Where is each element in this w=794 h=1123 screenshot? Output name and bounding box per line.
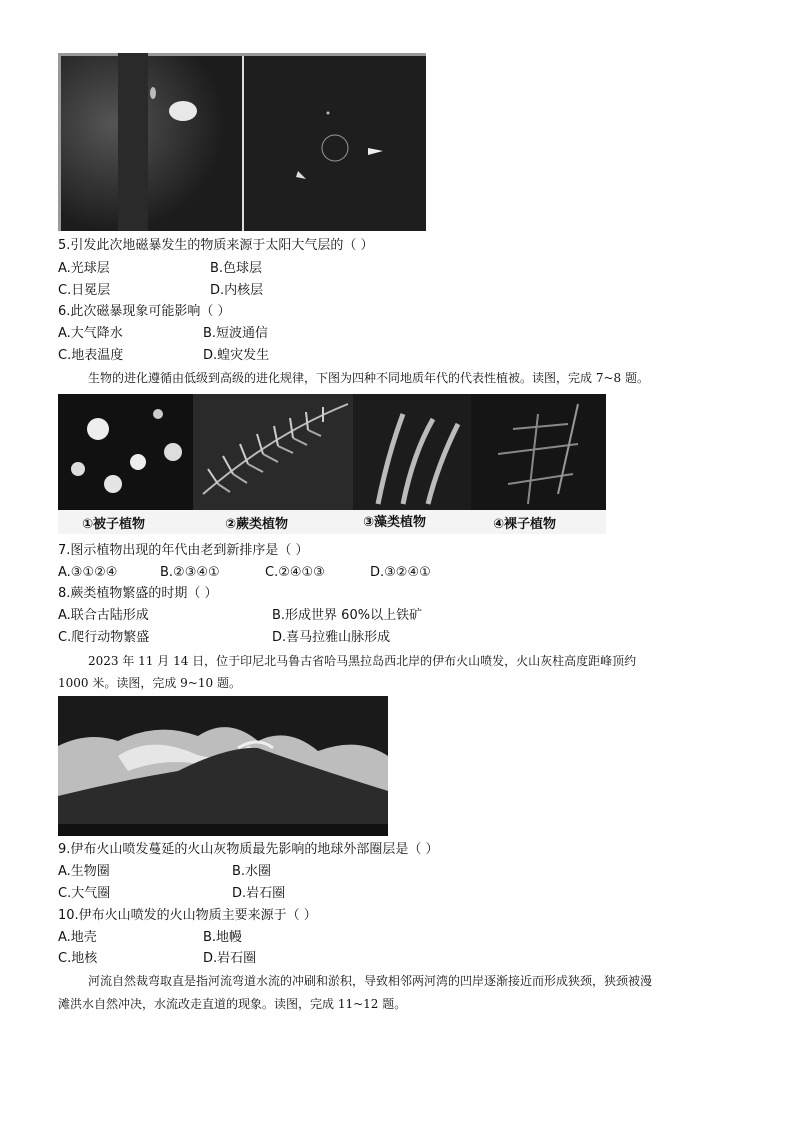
question-6-option-c[interactable]: C.地表温度 [58,348,124,363]
question-5-option-c[interactable]: C.日冕层 [58,283,111,298]
plants-photo [58,394,606,510]
sun-photo [58,53,426,231]
intro-7-8: 生物的进化遵循由低级到高级的进化规律，下图为四种不同地质年代的代表性植被。读图，完成 7~8 题。 [88,371,649,385]
plant-label-4: ④裸子植物 [493,517,557,532]
plants-figure [58,394,606,534]
intro-11-12-line-1: 河流自然裁弯取直是指河流弯道水流的冲刷和淤积，导致相邻两河湾的凹岸逐渐接近而形成狭颈，狭颈被漫 [88,974,653,988]
volcano-photo-graphic [58,696,388,836]
question-5-option-d[interactable]: D.内核层 [210,283,264,298]
question-5-stem: 5.引发此次地磁暴发生的物质来源于太阳大气层的（ ） [58,238,374,253]
plant-label-2: ②蕨类植物 [225,517,289,532]
intro-11-12-line-2: 滩洪水自然冲决，水流改走直道的现象。读图，完成 11~12 题。 [58,997,407,1011]
question-8-option-b[interactable]: B.形成世界 60%以上铁矿 [272,608,423,623]
question-8-option-c[interactable]: C.爬行动物繁盛 [58,630,150,645]
plant-label-3: ③藻类植物 [363,515,427,530]
question-9-option-c[interactable]: C.大气圈 [58,886,111,901]
question-10-option-c[interactable]: C.地核 [58,951,98,966]
question-7-stem: 7.图示植物出现的年代由老到新排序是（ ） [58,543,309,558]
question-7-option-d[interactable]: D.③②④① [370,565,431,580]
question-7-option-b[interactable]: B.②③④① [160,565,220,580]
question-9-option-d[interactable]: D.岩石圈 [232,886,286,901]
question-8-option-d[interactable]: D.喜马拉雅山脉形成 [272,630,391,645]
question-9-option-a[interactable]: A.生物圈 [58,864,110,879]
question-10-option-d[interactable]: D.岩石圈 [203,951,257,966]
question-9-option-b[interactable]: B.水圈 [232,864,272,879]
question-8-stem: 8.蕨类植物繁盛的时期（ ） [58,586,218,601]
question-7-option-a[interactable]: A.③①②④ [58,565,118,580]
volcano-photo [58,696,388,836]
question-6-option-b[interactable]: B.短波通信 [203,326,269,341]
question-7-option-c[interactable]: C.②④①③ [265,565,325,580]
question-8-option-a[interactable]: A.联合古陆形成 [58,608,149,623]
intro-9-10-line-1: 2023 年 11 月 14 日，位于印尼北马鲁古省哈马黑拉岛西北岸的伊布火山喷发，火山灰柱高度距峰顶约 [88,654,637,668]
plants-photo-graphic [58,394,606,510]
question-5-option-a[interactable]: A.光球层 [58,261,110,276]
question-10-stem: 10.伊布火山喷发的火山物质主要来源于（ ） [58,908,317,923]
intro-9-10-line-2: 1000 米。读图，完成 9~10 题。 [58,676,241,690]
question-10-option-a[interactable]: A.地壳 [58,930,97,945]
question-6-option-d[interactable]: D.蝗灾发生 [203,348,270,363]
question-6-option-a[interactable]: A.大气降水 [58,326,123,341]
question-6-stem: 6.此次磁暴现象可能影响（ ） [58,304,231,319]
plant-label-1: ①被子植物 [82,517,146,532]
question-5-option-b[interactable]: B.色球层 [210,261,263,276]
question-10-option-b[interactable]: B.地幔 [203,930,243,945]
question-9-stem: 9.伊布火山喷发蔓延的火山灰物质最先影响的地球外部圈层是（ ） [58,842,439,857]
sun-photo-graphic [58,53,426,231]
